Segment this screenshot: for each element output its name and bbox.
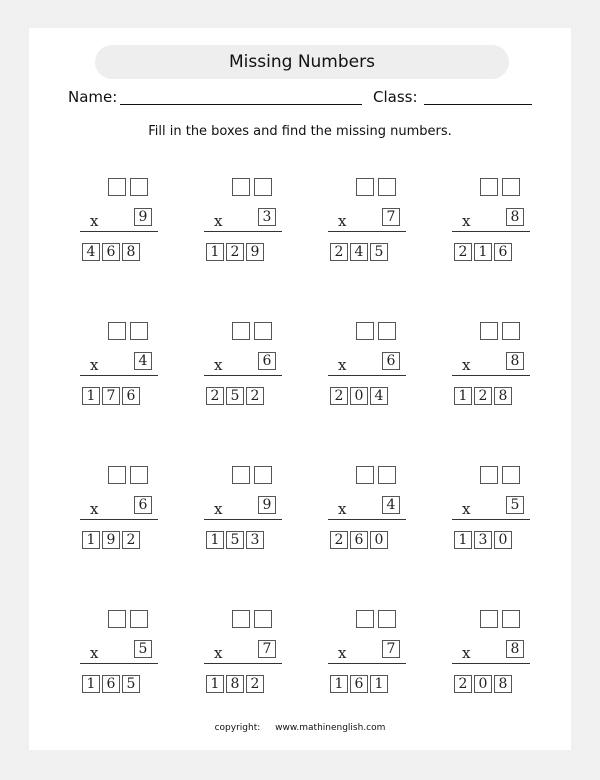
problem-9 (80, 466, 166, 556)
product-digit-box: 6 (102, 675, 120, 693)
product-digit-box: 0 (370, 531, 388, 549)
multiplier-box: 9 (134, 208, 152, 226)
missing-digit-box-tens[interactable] (356, 466, 374, 484)
product-digit-box: 8 (122, 243, 140, 261)
multiplier-box: 8 (506, 208, 524, 226)
product-digit-box: 2 (206, 387, 224, 405)
multiplication-rule (80, 231, 158, 232)
product-digit-box: 5 (226, 387, 244, 405)
product-digit-box: 6 (102, 243, 120, 261)
multiplication-rule (204, 375, 282, 376)
multiplication-rule (204, 519, 282, 520)
product-digit-box: 4 (82, 243, 100, 261)
times-symbol: x (90, 212, 99, 230)
product-digit-box: 1 (82, 531, 100, 549)
multiplier-box: 4 (134, 352, 152, 370)
product-digit-box: 9 (102, 531, 120, 549)
multiplication-rule (328, 663, 406, 664)
times-symbol: x (214, 356, 223, 374)
times-symbol: x (90, 356, 99, 374)
product-digit-box: 5 (226, 531, 244, 549)
missing-digit-box-tens[interactable] (356, 178, 374, 196)
instructions: Fill in the boxes and find the missing numbers. (148, 124, 452, 139)
product-digit-box: 4 (370, 387, 388, 405)
multiplication-rule (80, 663, 158, 664)
times-symbol: x (338, 356, 347, 374)
missing-digit-box-ones[interactable] (378, 178, 396, 196)
missing-digit-box-ones[interactable] (378, 610, 396, 628)
multiplier-box: 7 (258, 640, 276, 658)
missing-digit-box-ones[interactable] (254, 466, 272, 484)
times-symbol: x (462, 644, 471, 662)
product-digit-box: 2 (330, 243, 348, 261)
product-digit-box: 1 (474, 243, 492, 261)
missing-digit-box-tens[interactable] (232, 610, 250, 628)
product-digit-box: 1 (82, 675, 100, 693)
missing-digit-box-ones[interactable] (254, 322, 272, 340)
multiplication-rule (204, 663, 282, 664)
product-digit-box: 8 (494, 387, 512, 405)
missing-digit-box-ones[interactable] (254, 610, 272, 628)
product-digit-box: 1 (454, 531, 472, 549)
copyright-label: copyright: (214, 723, 261, 733)
problem-4 (452, 178, 538, 268)
product-digit-box: 8 (226, 675, 244, 693)
multiplier-box: 8 (506, 640, 524, 658)
missing-digit-box-ones[interactable] (378, 466, 396, 484)
product-digit-box: 6 (350, 531, 368, 549)
missing-digit-box-tens[interactable] (232, 466, 250, 484)
problem-11 (328, 466, 414, 556)
missing-digit-box-ones[interactable] (378, 322, 396, 340)
missing-digit-box-tens[interactable] (108, 610, 126, 628)
missing-digit-box-tens[interactable] (480, 610, 498, 628)
times-symbol: x (338, 644, 347, 662)
missing-digit-box-tens[interactable] (232, 322, 250, 340)
product-digit-box: 1 (454, 387, 472, 405)
times-symbol: x (214, 500, 223, 518)
missing-digit-box-tens[interactable] (108, 322, 126, 340)
times-symbol: x (462, 500, 471, 518)
product-digit-box: 0 (494, 531, 512, 549)
class-field-line[interactable] (424, 104, 532, 105)
missing-digit-box-ones[interactable] (502, 322, 520, 340)
multiplier-box: 5 (506, 496, 524, 514)
problem-13 (80, 610, 166, 700)
product-digit-box: 1 (330, 675, 348, 693)
missing-digit-box-ones[interactable] (502, 466, 520, 484)
problem-10 (204, 466, 290, 556)
multiplication-rule (452, 231, 530, 232)
problem-1 (80, 178, 166, 268)
footer (0, 723, 600, 733)
times-symbol: x (214, 212, 223, 230)
product-digit-box: 4 (350, 243, 368, 261)
product-digit-box: 2 (246, 387, 264, 405)
product-digit-box: 1 (206, 531, 224, 549)
multiplier-box: 6 (258, 352, 276, 370)
problem-2 (204, 178, 290, 268)
multiplication-rule (80, 375, 158, 376)
problem-7 (328, 322, 414, 412)
product-digit-box: 2 (122, 531, 140, 549)
multiplication-rule (328, 375, 406, 376)
product-digit-box: 2 (226, 243, 244, 261)
product-digit-box: 2 (454, 243, 472, 261)
product-digit-box: 2 (246, 675, 264, 693)
multiplier-box: 7 (382, 208, 400, 226)
worksheet-title: Missing Numbers (95, 45, 509, 79)
product-digit-box: 9 (246, 243, 264, 261)
multiplication-rule (328, 519, 406, 520)
problem-5 (80, 322, 166, 412)
missing-digit-box-ones[interactable] (502, 178, 520, 196)
problem-15 (328, 610, 414, 700)
product-digit-box: 2 (330, 387, 348, 405)
product-digit-box: 2 (454, 675, 472, 693)
missing-digit-box-tens[interactable] (356, 322, 374, 340)
missing-digit-box-ones[interactable] (254, 178, 272, 196)
problem-8 (452, 322, 538, 412)
multiplier-box: 7 (382, 640, 400, 658)
class-label: Class: (373, 88, 418, 106)
problem-16 (452, 610, 538, 700)
multiplier-box: 3 (258, 208, 276, 226)
times-symbol: x (462, 212, 471, 230)
product-digit-box: 0 (474, 675, 492, 693)
multiplication-rule (452, 375, 530, 376)
product-digit-box: 5 (122, 675, 140, 693)
name-label: Name: (68, 88, 118, 106)
product-digit-box: 5 (370, 243, 388, 261)
name-field-line[interactable] (120, 104, 362, 105)
product-digit-box: 2 (330, 531, 348, 549)
product-digit-box: 6 (350, 675, 368, 693)
times-symbol: x (214, 644, 223, 662)
multiplication-rule (328, 231, 406, 232)
product-digit-box: 6 (494, 243, 512, 261)
multiplier-box: 6 (382, 352, 400, 370)
missing-digit-box-ones[interactable] (130, 178, 148, 196)
multiplier-box: 6 (134, 496, 152, 514)
site-url: www.mathinenglish.com (275, 723, 386, 733)
missing-digit-box-ones[interactable] (502, 610, 520, 628)
product-digit-box: 1 (370, 675, 388, 693)
multiplication-rule (204, 231, 282, 232)
missing-digit-box-ones[interactable] (130, 466, 148, 484)
product-digit-box: 0 (350, 387, 368, 405)
multiplication-rule (80, 519, 158, 520)
multiplier-box: 4 (382, 496, 400, 514)
times-symbol: x (338, 212, 347, 230)
product-digit-box: 8 (494, 675, 512, 693)
problem-3 (328, 178, 414, 268)
product-digit-box: 1 (206, 243, 224, 261)
product-digit-box: 6 (122, 387, 140, 405)
times-symbol: x (90, 644, 99, 662)
missing-digit-box-tens[interactable] (356, 610, 374, 628)
missing-digit-box-ones[interactable] (130, 322, 148, 340)
missing-digit-box-tens[interactable] (232, 178, 250, 196)
times-symbol: x (338, 500, 347, 518)
multiplication-rule (452, 519, 530, 520)
problem-14 (204, 610, 290, 700)
times-symbol: x (462, 356, 471, 374)
product-digit-box: 1 (82, 387, 100, 405)
product-digit-box: 1 (206, 675, 224, 693)
multiplier-box: 8 (506, 352, 524, 370)
problem-12 (452, 466, 538, 556)
missing-digit-box-ones[interactable] (130, 610, 148, 628)
missing-digit-box-tens[interactable] (108, 178, 126, 196)
times-symbol: x (90, 500, 99, 518)
missing-digit-box-tens[interactable] (480, 466, 498, 484)
missing-digit-box-tens[interactable] (480, 322, 498, 340)
product-digit-box: 3 (246, 531, 264, 549)
product-digit-box: 2 (474, 387, 492, 405)
multiplier-box: 5 (134, 640, 152, 658)
product-digit-box: 7 (102, 387, 120, 405)
missing-digit-box-tens[interactable] (108, 466, 126, 484)
multiplier-box: 9 (258, 496, 276, 514)
problem-6 (204, 322, 290, 412)
multiplication-rule (452, 663, 530, 664)
missing-digit-box-tens[interactable] (480, 178, 498, 196)
product-digit-box: 3 (474, 531, 492, 549)
